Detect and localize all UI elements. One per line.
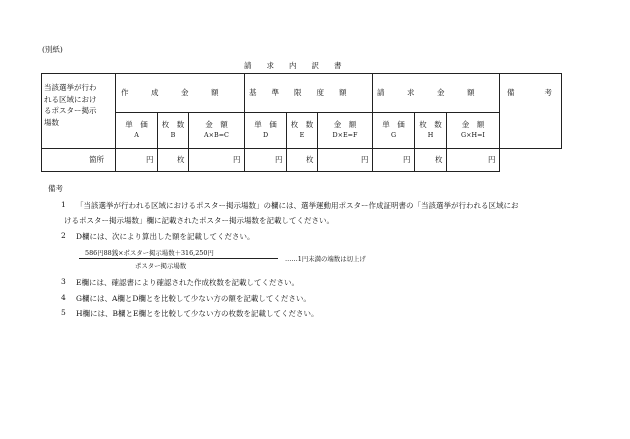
unit-sheets-e: 枚: [306, 155, 314, 164]
unit-yen-f: 円: [361, 155, 369, 164]
unit-yen-d: 円: [275, 155, 283, 164]
formula-numerator: 586円88銭×ポスター掲示場数＋316,250円: [85, 249, 214, 257]
subcol-quantity-h: 枚 数 H: [419, 120, 442, 139]
creation-amount-header: 作 成 金 額: [121, 88, 219, 97]
subcol-unit-price-g: 単 価 G: [382, 120, 405, 139]
subcol-quantity-e: 枚 数 E: [290, 120, 314, 139]
subcol-amount-i: 金 額 G×H=I: [461, 120, 485, 139]
fraction-bar: [79, 258, 278, 259]
unit-yen-i: 円: [488, 155, 496, 164]
subcol-quantity-b: 枚 数 B: [161, 120, 185, 139]
document-title: 請 求 内 訳 書: [244, 61, 342, 70]
subcol-amount-f: 金 額 D×E=F: [332, 120, 358, 139]
remarks-header: 備 考: [507, 88, 552, 97]
note-3-number: 3: [61, 277, 66, 286]
note-2-number: 2: [61, 231, 66, 240]
unit-places: 箇所: [89, 155, 104, 164]
base-limit-header: 基 準 限 度 額: [249, 88, 347, 97]
subcol-unit-price-d: 単 価 D: [254, 120, 277, 139]
note-4-number: 4: [61, 293, 66, 302]
posting-places-header: 当該選挙が行わ れる区域におけ るポスター掲示 場数: [44, 83, 97, 128]
annex-label: (別紙): [42, 45, 63, 54]
note-3-line-1: E欄には、確認書により確認された作成枚数を記載してください。: [76, 278, 299, 287]
note-1-line-2: けるポスター掲示場数」欄に記載されたポスター掲示場数を記載してください。: [64, 216, 334, 225]
note-5-number: 5: [61, 308, 66, 317]
rounding-note: ……1円未満の端数は切上げ: [285, 255, 366, 263]
note-2-line-1: D欄には、次により算出した額を記載してください。: [76, 232, 255, 241]
formula-denominator: ポスター掲示場数: [135, 262, 187, 270]
unit-sheets-h: 枚: [435, 155, 443, 164]
subcol-unit-price-a: 単 価 A: [125, 120, 148, 139]
claim-breakdown-table: [41, 73, 562, 172]
claim-amount-header: 請 求 金 額: [377, 88, 475, 97]
unit-sheets-b: 枚: [177, 155, 185, 164]
unit-yen-a: 円: [146, 155, 154, 164]
subcol-amount-c: 金 額 A×B=C: [204, 120, 229, 139]
notes-heading: 備考: [48, 184, 63, 193]
note-4-line-1: G欄には、A欄とD欄とを比較して少ない方の額を記載してください。: [76, 294, 311, 303]
note-1-number: 1: [61, 200, 66, 209]
unit-yen-c: 円: [233, 155, 241, 164]
note-1-line-1: 「当該選挙が行われる区域におけるポスター掲示場数」の欄には、選挙運動用ポスター作成証明書の「当該選挙が行われる区域にお: [76, 201, 519, 210]
note-5-line-1: H欄には、B欄とE欄とを比較して少ない方の枚数を記載してください。: [76, 309, 319, 318]
unit-yen-g: 円: [403, 155, 411, 164]
